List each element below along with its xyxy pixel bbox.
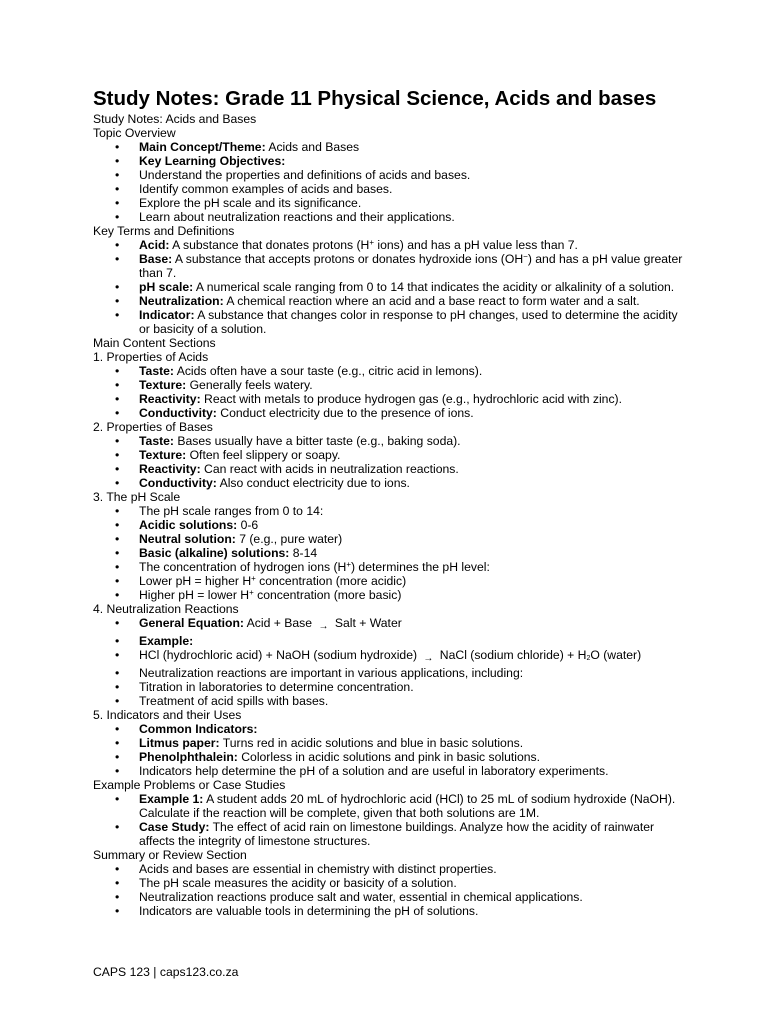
term-text: HCl (hydrochloric acid) + NaOH (sodium hydroxide) [139, 648, 421, 662]
list-item [93, 736, 683, 750]
term-text: ) and has a pH value greater than 7. [139, 252, 683, 280]
term-text: A chemical reaction where an acid and a base react to form water and a salt. [223, 294, 640, 308]
term-text: React with metals to produce hydrogen gas (e.g., hydrochloric acid with zinc). [200, 392, 622, 406]
list-item: • Indicators are valuable tools in determining the pH of solutions. [93, 904, 683, 918]
list-item: • Neutralization reactions produce salt and water, essential in chemical applications. [93, 890, 683, 904]
term-label: Basic (alkaline) solutions: [139, 546, 290, 560]
ph-scale-heading: 3. The pH Scale [93, 490, 181, 504]
term-text: The effect of acid rain on limestone buildings. Analyze how the acidity of rainwater affects the integrity of limestone structures. [139, 820, 655, 848]
key-terms-list [93, 238, 683, 336]
summary-heading: Summary or Review Section [93, 848, 247, 862]
term-label: Texture: [139, 448, 187, 462]
list-item [93, 294, 683, 308]
list-item [93, 722, 683, 736]
neutralization-list [93, 616, 683, 708]
term-label: pH scale: [139, 280, 194, 294]
term-label: Taste: [139, 434, 174, 448]
term-text: Lower pH = higher H [139, 574, 252, 588]
term-label: Indicator: [139, 308, 195, 322]
term-text: 7 (e.g., pure water) [235, 532, 343, 546]
list-item: • Neutralization reactions are important in various applications, including: [93, 666, 683, 680]
list-item [93, 476, 683, 490]
term-text: ions) and has a pH value less than 7. [374, 238, 578, 252]
list-item [93, 750, 683, 764]
term-text: Salt + Water [331, 616, 402, 630]
list-item [93, 518, 683, 532]
list-item: • Learn about neutralization reactions and their applications. [93, 210, 683, 224]
list-item: • Understand the properties and definitions of acids and bases. [93, 168, 683, 182]
term-label: Reactivity: [139, 462, 201, 476]
superscript: + [346, 560, 351, 569]
examples-heading: Example Problems or Case Studies [93, 778, 286, 792]
term-text: A student adds 20 mL of hydrochloric acid (HCl) to 25 mL of sodium hydroxide (NaOH). Calculate if the reaction will be complete, given that both solutions are 1M. [139, 792, 676, 820]
list-item [93, 560, 683, 574]
term-label: Acidic solutions: [139, 518, 238, 532]
list-item: • The pH scale measures the acidity or basicity of a solution. [93, 876, 683, 890]
term-label: Neutralization: [139, 294, 224, 308]
list-item [93, 574, 683, 588]
bases-list [93, 434, 683, 490]
term-label: Example 1: [139, 792, 204, 806]
term-label: Acid: [139, 238, 170, 252]
list-item [93, 634, 683, 648]
neutralization-heading: 4. Neutralization Reactions [93, 602, 239, 616]
term-text: concentration (more acidic) [255, 574, 407, 588]
list-item [93, 462, 683, 476]
term-text: Colorless in acidic solutions and pink in basic solutions. [237, 750, 540, 764]
term-text: A numerical scale ranging from 0 to 14 that indicates the acidity or alkalinity of a solution. [193, 280, 675, 294]
main-content-heading: Main Content Sections [93, 336, 216, 350]
term-label: General Equation: [139, 616, 244, 630]
term-label: Base: [139, 252, 173, 266]
term-label: Main Concept/Theme: [139, 140, 266, 154]
term-text: NaCl (sodium chloride) + H [436, 648, 587, 662]
term-label: Taste: [139, 364, 174, 378]
subscript: 2 [586, 655, 591, 662]
key-terms-heading: Key Terms and Definitions [93, 224, 235, 238]
term-text: Acid + Base [243, 616, 316, 630]
list-item [93, 252, 683, 280]
term-text: Conduct electricity due to the presence of ions. [216, 406, 474, 420]
term-label: Example: [139, 634, 194, 648]
list-item [93, 792, 683, 820]
term-text: Acids often have a sour taste (e.g., citric acid in lemons). [174, 364, 483, 378]
superscript: + [251, 574, 256, 583]
term-text: The concentration of hydrogen ions (H [139, 560, 347, 574]
list-item: • Identify common examples of acids and bases. [93, 182, 683, 196]
term-text: Acids and Bases [265, 140, 360, 154]
bases-heading: 2. Properties of Bases [93, 420, 213, 434]
term-label: Phenolphthalein: [139, 750, 238, 764]
term-text: Bases usually have a bitter taste (e.g., baking soda). [174, 434, 461, 448]
list-item [93, 238, 683, 252]
list-item [93, 140, 683, 154]
list-item [93, 154, 683, 168]
indicators-list [93, 722, 683, 778]
list-item [93, 280, 683, 294]
term-text: Often feel slippery or soapy. [186, 448, 341, 462]
term-text: Can react with acids in neutralization reactions. [200, 462, 459, 476]
superscript: + [249, 588, 254, 597]
term-text: Turns red in acidic solutions and blue in basic solutions. [219, 736, 524, 750]
term-text: 0-6 [237, 518, 259, 532]
page-footer: CAPS 123 | caps123.co.za [93, 965, 239, 979]
term-label: Conductivity: [139, 476, 217, 490]
list-item [93, 448, 683, 462]
term-label: Neutral solution: [139, 532, 236, 546]
acids-list [93, 364, 683, 420]
list-item [93, 434, 683, 448]
term-label: Key Learning Objectives: [139, 154, 286, 168]
term-text: Higher pH = lower H [139, 588, 250, 602]
page-title: Study Notes: Grade 11 Physical Science, Acids and bases [93, 87, 657, 110]
indicators-heading: 5. Indicators and their Uses [93, 708, 242, 722]
term-text: A substance that accepts protons or donates hydroxide ions (OH [172, 252, 524, 266]
arrow-icon: → [423, 653, 434, 664]
topic-overview-heading: Topic Overview [93, 126, 176, 140]
term-text: A substance that changes color in response to pH changes, used to determine the acidity or basicity of a solution. [139, 308, 678, 336]
list-item: • The pH scale ranges from 0 to 14: [93, 504, 683, 518]
list-item [93, 616, 683, 634]
list-item [93, 406, 683, 420]
list-item [93, 532, 683, 546]
list-item [93, 308, 683, 336]
list-item [93, 820, 683, 848]
list-item: • Explore the pH scale and its significance. [93, 196, 683, 210]
document-page [93, 86, 683, 918]
subtitle: Study Notes: Acids and Bases [93, 112, 257, 126]
term-text: Generally feels watery. [186, 378, 313, 392]
term-label: Common Indicators: [139, 722, 258, 736]
superscript: + [369, 238, 375, 247]
list-item [93, 588, 683, 602]
term-text: 8-14 [289, 546, 318, 560]
term-text: O (water) [590, 648, 642, 662]
examples-list [93, 792, 683, 848]
term-label: Case Study: [139, 820, 210, 834]
summary-list [93, 862, 683, 918]
list-item [93, 392, 683, 406]
term-label: Conductivity: [139, 406, 217, 420]
acids-heading: 1. Properties of Acids [93, 350, 209, 364]
term-label: Litmus paper: [139, 736, 220, 750]
term-text: A substance that donates protons (H [169, 238, 370, 252]
list-item [93, 546, 683, 560]
term-text: concentration (more basic) [253, 588, 402, 602]
term-label: Texture: [139, 378, 187, 392]
list-item: • Acids and bases are essential in chemistry with distinct properties. [93, 862, 683, 876]
list-item [93, 378, 683, 392]
list-item: • Treatment of acid spills with bases. [93, 694, 683, 708]
topic-overview-list [93, 140, 683, 224]
term-text: ) determines the pH level: [350, 560, 490, 574]
list-item: • Indicators help determine the pH of a solution and are useful in laboratory experiments. [93, 764, 683, 778]
list-item [93, 364, 683, 378]
arrow-icon: → [318, 621, 329, 632]
list-item: • Titration in laboratories to determine concentration. [93, 680, 683, 694]
ph-scale-list [93, 504, 683, 602]
list-item [93, 648, 683, 666]
term-label: Reactivity: [139, 392, 201, 406]
term-text: Also conduct electricity due to ions. [216, 476, 410, 490]
superscript: − [523, 252, 528, 261]
